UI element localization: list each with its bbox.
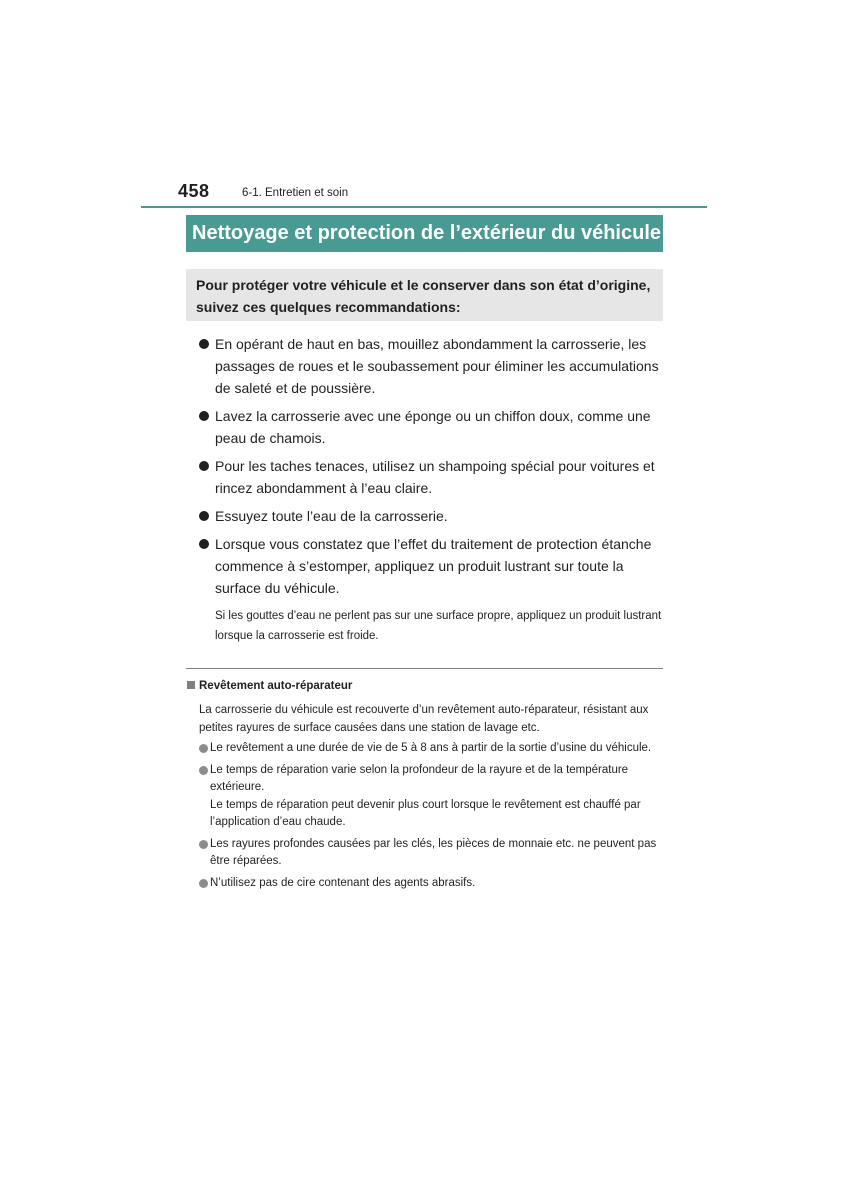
bullet-text: Les rayures profondes causées par les clés, les pièces de monnaie etc. ne peuvent pas être réparées. xyxy=(210,837,657,867)
bullet-dot-icon xyxy=(199,511,209,521)
list-item xyxy=(199,762,661,832)
subsection-bullet-list xyxy=(199,740,661,896)
list-item xyxy=(199,533,661,599)
list-item xyxy=(199,505,661,527)
bullet-text: Essuyez toute l’eau de la carrosserie. xyxy=(215,508,448,524)
list-item xyxy=(199,405,661,449)
bullet-text: Lorsque vous constatez que l’effet du traitement de protection étanche commence à s’estomper, appliquez un produit lustrant sur toute la surface du véhicule. xyxy=(215,536,652,596)
bullet-continuation-text: Le temps de réparation peut devenir plus court lorsque le revêtement est chauffé par l’application d’eau chaude. xyxy=(210,798,641,828)
bullet-text: Lavez la carrosserie avec une éponge ou un chiffon doux, comme une peau de chamois. xyxy=(215,408,651,446)
page-title: Nettoyage et protection de l’extérieur du véhicule xyxy=(186,215,663,252)
list-item xyxy=(199,333,661,399)
bullet-list xyxy=(199,333,661,605)
bullet-text: Le revêtement a une durée de vie de 5 à 8 ans à partir de la sortie d’usine du véhicule. xyxy=(210,742,652,754)
gray-dot-icon xyxy=(199,879,208,888)
list-item xyxy=(199,740,661,758)
gray-dot-icon xyxy=(199,840,208,849)
bullet-text: N’utilisez pas de cire contenant des agents abrasifs. xyxy=(210,876,476,889)
section-label: 6-1. Entretien et soin xyxy=(242,187,349,199)
subsection-heading-text: Revêtement auto-réparateur xyxy=(199,680,353,692)
bullet-dot-icon xyxy=(199,411,209,421)
intro-box: Pour protéger votre véhicule et le conserver dans son état d’origine, suivez ces quelques recommandations: xyxy=(186,269,663,321)
list-item xyxy=(199,836,661,871)
bullet-text: Pour les taches tenaces, utilisez un shampoing spécial pour voitures et rincez abondamment à l’eau claire. xyxy=(215,458,655,496)
list-item xyxy=(199,875,661,893)
gray-dot-icon xyxy=(199,744,208,753)
gray-dot-icon xyxy=(199,766,208,775)
note-text: Si les gouttes d’eau ne perlent pas sur une surface propre, appliquez un produit lustrant lorsque la carrosserie est froide. xyxy=(215,610,662,642)
bullet-text: Le temps de réparation varie selon la profondeur de la rayure et de la température extérieure. xyxy=(210,763,629,793)
bullet-dot-icon xyxy=(199,539,209,549)
bullet-text: En opérant de haut en bas, mouillez abondamment la carrosserie, les passages de roues et le soubassement pour éliminer les accumulations de saleté et de poussière. xyxy=(215,336,659,396)
subsection-paragraph: La carrosserie du véhicule est recouverte d’un revêtement auto-réparateur, résistant aux petites rayures de surface causées dans une station de lavage etc. xyxy=(199,704,649,734)
bullet-dot-icon xyxy=(199,461,209,471)
bullet-dot-icon xyxy=(199,339,209,349)
section-divider xyxy=(186,668,663,669)
page-number: 458 xyxy=(178,181,210,201)
header-rule xyxy=(141,206,707,208)
subsection-heading xyxy=(187,678,352,694)
square-bullet-icon xyxy=(187,681,195,689)
list-item xyxy=(199,455,661,499)
